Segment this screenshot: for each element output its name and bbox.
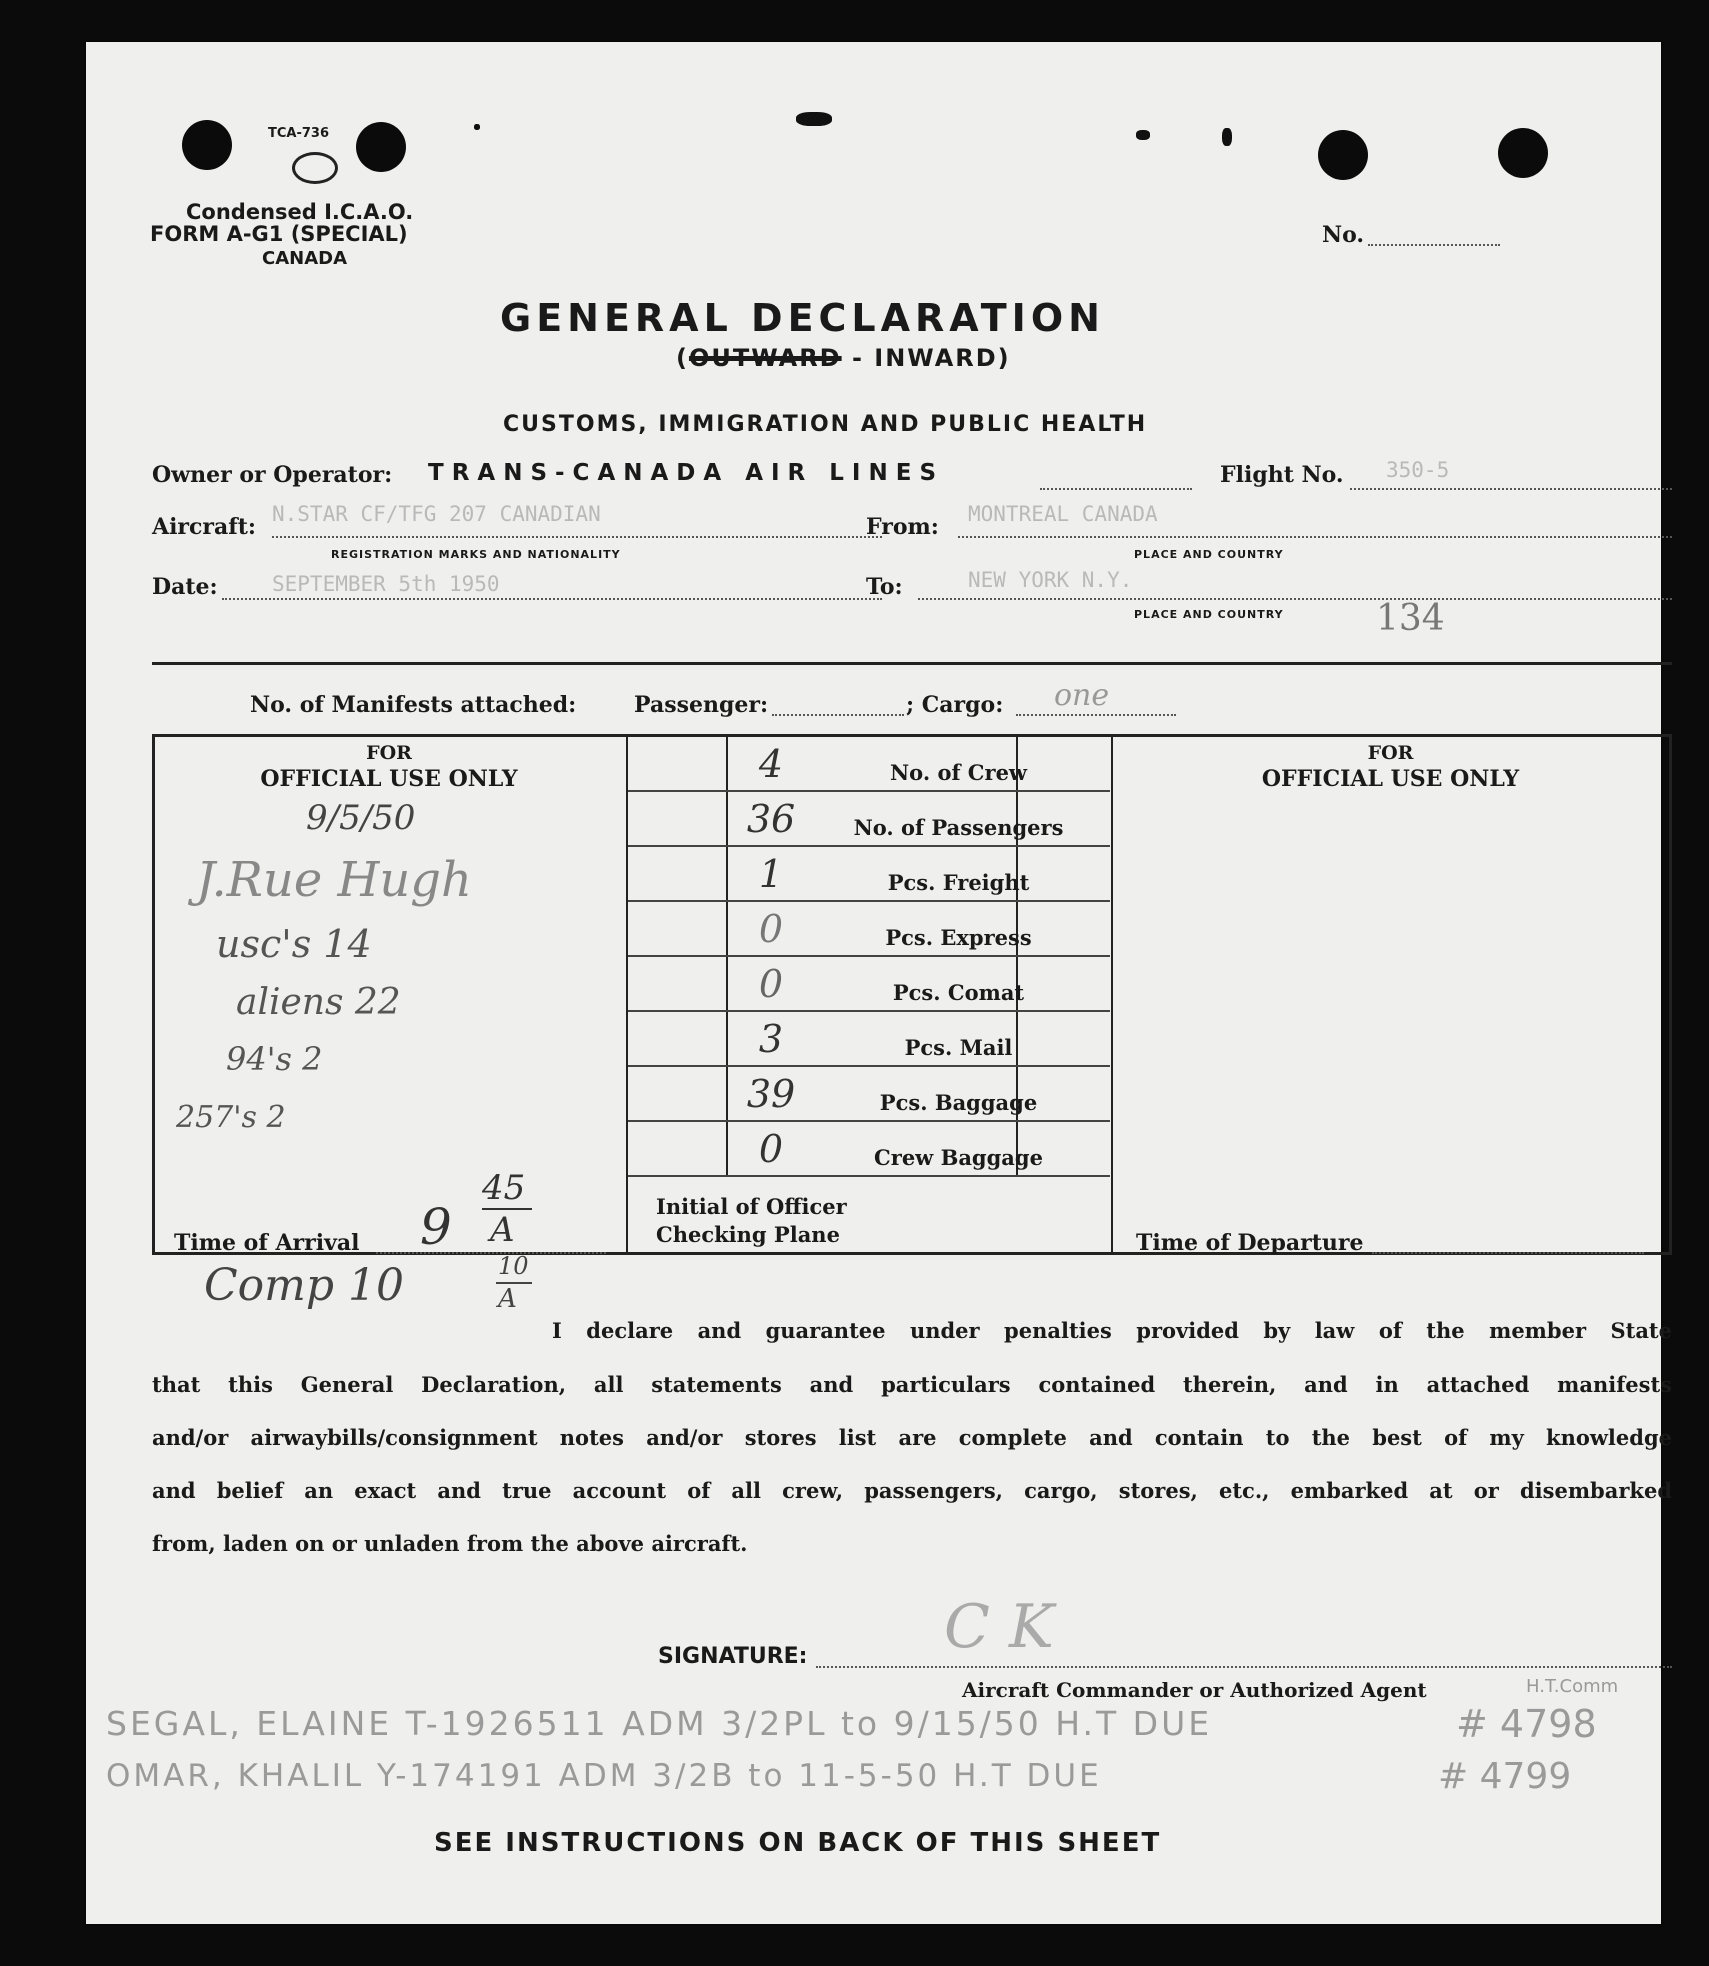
signature-line [816, 1666, 1672, 1668]
ink-speck [1222, 128, 1232, 146]
express-count-label: Pcs. Express [885, 925, 1032, 950]
cargo-manifest-value: one [1054, 678, 1110, 713]
table-divider-right [1111, 734, 1113, 1252]
punch-hole-left-2 [356, 122, 406, 172]
row-divider [628, 900, 1110, 902]
right-official-header2: OFFICIAL USE ONLY [1261, 766, 1520, 792]
signature-label: SIGNATURE: [658, 1644, 808, 1669]
row-divider [628, 1120, 1110, 1122]
to-value: NEW YORK N.Y. [968, 568, 1133, 592]
declaration-line4: and belief an exact and true account of all crew, passengers, cargo, stores, etc., embarked at or disembarked [152, 1478, 1672, 1503]
form-title-line2: FORM A-G1 (SPECIAL) [150, 222, 408, 246]
row-divider [628, 845, 1110, 847]
arrival-time-label: Time of Arrival [174, 1230, 360, 1256]
page-subtitle: CUSTOMS, IMMIGRATION AND PUBLIC HEALTH [503, 412, 1148, 437]
from-value: MONTREAL CANADA [968, 502, 1158, 526]
manifests-label: No. of Manifests attached: [250, 692, 577, 718]
arrival-hour: 9 [420, 1198, 452, 1256]
comat-count-value: 0 [758, 962, 784, 1006]
left-official-header1: FOR [366, 742, 412, 764]
passenger-manifest-line [772, 714, 904, 716]
comp-note: Comp 10 [204, 1260, 405, 1311]
owner-line [1040, 488, 1192, 490]
official-date-note: 9/5/50 [306, 798, 416, 838]
cargo-manifest-label: ; Cargo: [906, 692, 1004, 718]
aliens-count-note: aliens 22 [236, 982, 401, 1023]
left-official-header2: OFFICIAL USE ONLY [260, 766, 518, 792]
n94-count-note: 94's 2 [226, 1040, 323, 1078]
bottom-note-line1: SEGAL, ELAINE T-1926511 ADM 3/2PL to 9/15/50 H.T DUE [106, 1704, 1213, 1743]
bottom-note-line2: OMAR, KHALIL Y-174191 ADM 3/2B to 11-5-50 H.T DUE [106, 1758, 1102, 1794]
from-line [958, 536, 1672, 538]
form-title-line3: CANADA [262, 248, 348, 269]
to-line [918, 598, 1672, 600]
arrival-time-line [376, 1252, 606, 1254]
declaration-form-sheet [86, 42, 1672, 1924]
form-title-line1: Condensed I.C.A.O. [186, 200, 414, 224]
date-line [222, 598, 882, 600]
freight-count-label: Pcs. Freight [887, 870, 1030, 895]
punch-hole-left-1 [182, 120, 232, 170]
passenger-count-label: No. of Passengers [853, 815, 1064, 840]
initial-officer-label1: Initial of Officer [656, 1194, 847, 1219]
from-label: From: [866, 514, 939, 540]
n257-count-note: 257's 2 [176, 1100, 286, 1135]
comp-ampm: A [498, 1284, 517, 1314]
crew-baggage-count-value: 0 [758, 1127, 784, 1171]
declaration-line1: I declare and guarantee under penalties provided by law of the member State [552, 1318, 1672, 1343]
document-no-line [1368, 244, 1500, 246]
row-divider [628, 790, 1110, 792]
crew-count-label: No. of Crew [889, 760, 1028, 785]
mail-count-value: 3 [758, 1017, 784, 1061]
owner-label: Owner or Operator: [152, 462, 393, 488]
aircraft-value: N.STAR CF/TFG 207 CANADIAN [272, 502, 601, 526]
bottom-note-line2-num: # 4799 [1438, 1756, 1572, 1797]
declaration-line2: that this General Declaration, all statements and particulars contained therein, and in attached manifests [152, 1372, 1672, 1397]
ink-speck [796, 112, 832, 126]
punch-hole-right-2 [1498, 128, 1548, 178]
document-no-label: No. [1322, 222, 1365, 248]
outward-struck: OUTWARD [688, 344, 842, 372]
departure-time-line [1372, 1252, 1644, 1254]
back-instructions-note: SEE INSTRUCTIONS ON BACK OF THIS SHEET [434, 1828, 1162, 1858]
official-signature-note: J.Rue Hugh [196, 852, 472, 908]
to-caption: PLACE AND COUNTRY [1134, 608, 1284, 621]
comat-count-label: Pcs. Comat [892, 980, 1025, 1005]
stamp-number: 134 [1376, 598, 1445, 639]
mail-count-label: Pcs. Mail [904, 1035, 1013, 1060]
to-label: To: [866, 574, 903, 600]
cargo-manifest-line [1016, 714, 1176, 716]
declaration-line3: and/or airwaybills/consignment notes and/or stores list are complete and contain to the best of my knowledge [152, 1425, 1672, 1450]
declaration-line5: from, laden on or unladen from the above aircraft. [152, 1531, 748, 1556]
aircraft-label: Aircraft: [152, 514, 257, 540]
row-divider [628, 1175, 1110, 1177]
row-divider [628, 1065, 1110, 1067]
signature-caption: Aircraft Commander or Authorized Agent [962, 1678, 1427, 1702]
right-official-header1: FOR [1367, 742, 1414, 764]
paren-open: ( [676, 344, 689, 372]
owner-value: TRANS-CANADA AIR LINES [428, 460, 945, 486]
crew-baggage-count-label: Crew Baggage [874, 1145, 1043, 1170]
bottom-note-line1-tag: H.T.Comm [1526, 1676, 1619, 1697]
flight-value: 350-5 [1386, 458, 1450, 482]
comp-minutes: 10 [498, 1252, 529, 1280]
initial-officer-label2: Checking Plane [656, 1222, 840, 1247]
inward-text: - INWARD) [841, 344, 1011, 372]
crew-count-value: 4 [758, 742, 784, 786]
arrival-minutes: 45 [482, 1168, 526, 1208]
bottom-note-line1-num: # 4798 [1456, 1702, 1597, 1746]
baggage-count-label: Pcs. Baggage [879, 1090, 1038, 1115]
usc-count-note: usc's 14 [216, 922, 372, 966]
section-divider [152, 662, 1672, 665]
direction-line [676, 344, 1011, 372]
punch-hole-right-1 [1318, 130, 1368, 180]
baggage-count-value: 39 [746, 1072, 796, 1116]
departure-time-label: Time of Departure [1136, 1230, 1364, 1256]
passenger-count-value: 36 [746, 797, 796, 841]
date-value: SEPTEMBER 5th 1950 [272, 572, 500, 596]
date-label: Date: [152, 574, 218, 600]
passenger-manifest-label: Passenger: [634, 692, 769, 718]
tca-logo [292, 152, 338, 184]
signature-value: C K [944, 1592, 1054, 1662]
ink-speck [1136, 130, 1150, 140]
form-code: TCA-736 [268, 126, 330, 141]
freight-count-value: 1 [758, 852, 784, 896]
from-caption: PLACE AND COUNTRY [1134, 548, 1284, 561]
aircraft-caption: REGISTRATION MARKS AND NATIONALITY [331, 548, 621, 561]
express-count-value: 0 [758, 907, 784, 951]
row-divider [628, 1010, 1110, 1012]
aircraft-line [272, 536, 882, 538]
row-divider [628, 955, 1110, 957]
arrival-ampm: A [490, 1210, 515, 1250]
flight-line [1350, 488, 1672, 490]
page-title: GENERAL DECLARATION [500, 296, 1105, 340]
flight-label: Flight No. [1220, 462, 1344, 488]
ink-speck [474, 124, 480, 130]
